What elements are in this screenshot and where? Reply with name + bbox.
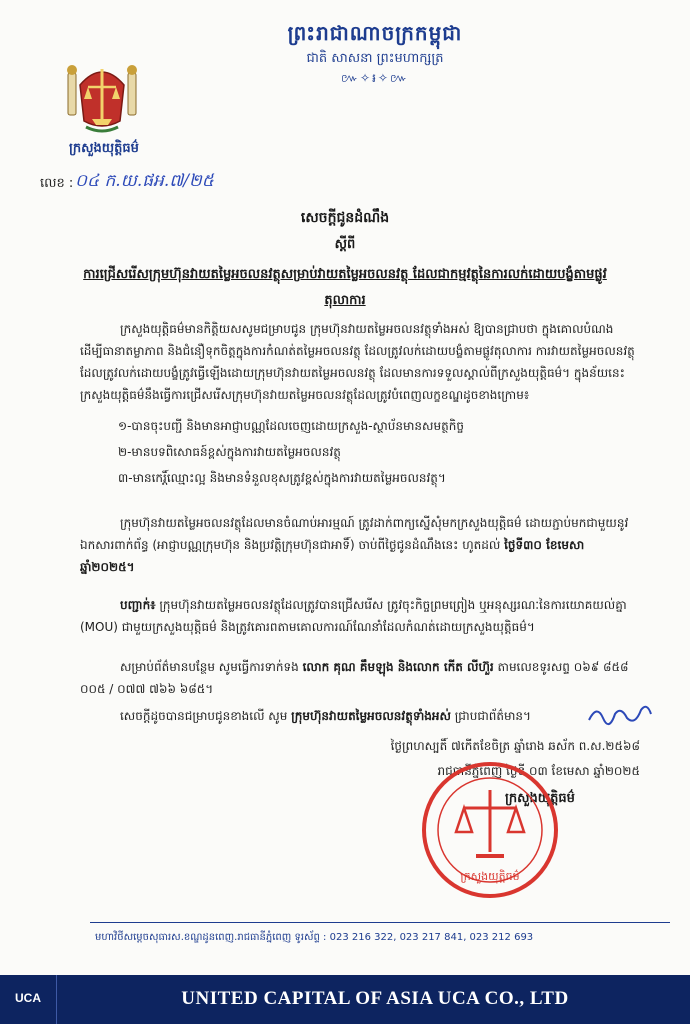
reference-number: ០៤ ក.យ.ផអ.៧/២៥ <box>75 171 214 191</box>
list-item: ២-មានបទពិសោធន៍ខ្ពស់ក្នុងការវាយតម្លៃអចលនវត្ថុ <box>118 445 341 459</box>
signatory-ministry: ក្រសួងយុត្តិធម៌ <box>505 791 575 806</box>
notice-title: សេចក្តីជូនដំណឹង <box>300 210 390 226</box>
contact-intro: សម្រាប់ព័ត៌មានបន្ថែម សូមធ្វើការទាក់ទង <box>120 660 303 674</box>
national-motto: ជាតិ សាសនា ព្រះមហាក្សត្រ <box>306 51 444 66</box>
application-deadline: ថ្ងៃទី៣០ ខែមេសា ឆ្នាំ២០២៥។ <box>80 538 585 574</box>
closing-recipients: ក្រុមហ៊ុនវាយតម្លៃអចលនវត្ថុទាំងអស់ <box>291 709 451 723</box>
paragraph-application <box>80 512 635 578</box>
company-banner <box>0 975 690 1024</box>
closing-intro: សេចក្តីដូចបានជម្រាបជូនខាងលើ សូម <box>120 709 292 723</box>
ministry-name: ក្រសួងយុត្តិធម៌ <box>69 141 139 156</box>
seal-text: ក្រសួងយុត្តិធម៌ <box>460 870 520 883</box>
official-seal-icon <box>420 760 560 900</box>
contact-persons: លោក គុណ គឹមឡុង និងលោក កើត លីហ៊ួរ <box>302 660 494 674</box>
reference-label: លេខ : <box>40 176 74 191</box>
logo-text: UCA <box>15 991 41 1005</box>
contact-phone: តាមលេខទូរសព្ទ ០៦៩ ៨៥៨ ០០៥ / ០៧៧ ៧៦៦ ៦៨៥។ <box>80 660 629 696</box>
company-name: UNITED CAPITAL OF ASIA UCA CO., LTD <box>181 988 569 1009</box>
paragraph-closing <box>80 705 635 727</box>
footer-divider <box>90 922 670 923</box>
closing-end: ជ្រាបជាព័ត៌មាន។ <box>450 709 531 723</box>
notice-subject-label: ស្តីពី <box>334 237 356 252</box>
conditions-list <box>118 415 618 493</box>
lunar-date: ថ្ងៃព្រហស្បតិ៍ ៧កើតខែចិត្រ ឆ្នាំរោង ឆស័ក ព.ស.២៥៦៨ <box>390 739 640 753</box>
note-label: បញ្ជាក់៖ <box>120 598 156 612</box>
kingdom-heading: ព្រះរាជាណាចក្រកម្ពុជា <box>287 21 463 45</box>
notice-subject: ការជ្រើសរើសក្រុមហ៊ុនវាយតម្លៃអចលនវត្ថុសម្រាប់វាយតម្លៃអចលនវត្ថុ ដែលជាកម្មវត្ថុនៃការលក់ដោយបង្ខំតាមផ្លូវតុលាការ <box>83 267 607 308</box>
ministry-emblem-icon <box>62 55 142 135</box>
list-item: ១-បានចុះបញ្ជី និងមានអាជ្ញាបណ្ណដែលចេញដោយក្រសួង-ស្ថាប័នមានសមត្ថកិច្ច <box>118 419 464 433</box>
paragraph-contact <box>80 656 635 700</box>
footer-address: មហាវិថីសម្តេចសុធារស.ខណ្ឌដូនពេញ.រាជធានីភ្នំពេញ ទូរស័ព្ទ : 023 216 322, 023 217 841, 023 212 693 <box>95 932 534 943</box>
solar-date: រាជធានីភ្នំពេញ ថ្ងៃទី ០៣ ខែមេសា ឆ្នាំ២០២៥ <box>437 764 640 778</box>
header-ornament: ៚✧៛✧៚ <box>341 71 409 85</box>
uca-logo-icon <box>0 975 57 1024</box>
application-text: ក្រុមហ៊ុនវាយតម្លៃអចលនវត្ថុដែលមានចំណាប់អារម្មណ៍ ត្រូវដាក់ពាក្យស្នើសុំមកក្រសួងយុត្តិធម៌ ដោយភ្ជាប់មកជាមួយនូវឯកសារពាក់ព័ន្ធ (អាជ្ញាបណ្ណក្រុមហ៊ុន និងប្រវត្តិក្រុមហ៊ុនជាអាទិ៍) ចាប់ពីថ្ងៃជូនដំណឹងនេះ ហូតដល់ <box>80 516 629 552</box>
paragraph-note <box>80 594 635 638</box>
list-item: ៣-មានកេរ្តិ៍ឈ្មោះល្អ និងមានទំនួលខុសត្រូវខ្ពស់ក្នុងការវាយតម្លៃអចលនវត្ថុ។ <box>118 471 446 485</box>
paragraph-intro: ក្រសួងយុត្តិធម៌មានកិត្តិយសសូមជម្រាបជូន ក្រុមហ៊ុនវាយតម្លៃអចលនវត្ថុទាំងអស់ ឱ្យបានជ្រាបថា ក្នុងគោលបំណងដើម្បីធានាតម្លាភាព និងជំនឿទុកចិត្តក្នុងការកំណត់តម្លៃអចលនវត្ថុ ដែលត្រូវលក់ដោយបង្ខំតាមផ្លូវតុលាការ ការវាយតម្លៃអចលនវត្ថុដែលត្រូវលក់ដោយបង្ខំត្រូវធ្វើឡើងដោយក្រុមហ៊ុនវាយតម្លៃអចលនវត្ថុ ដែលមានការទទួលស្គាល់ពីក្រសួងយុត្តិធម៌។ ក្នុងន័យនេះ ក្រសួងយុត្តិធម៌នឹងធ្វើការជ្រើសរើសក្រុមហ៊ុនវាយតម្លៃអចលនវត្ថុដែលត្រូវបំពេញលក្ខខណ្ឌដូចខាងក្រោម៖ <box>80 322 635 402</box>
note-text: ក្រុមហ៊ុនវាយតម្លៃអចលនវត្ថុដែលត្រូវបានជ្រើសរើស ត្រូវចុះកិច្ចព្រមព្រៀង ឬអនុស្សរណៈនៃការយោគយល់គ្នា (MOU) ជាមួយក្រសួងយុត្តិធម៌ និងត្រូវគោរពតាមគោលការណ៍ណែនាំដែលកំណត់ដោយក្រសួងយុត្តិធម៌។ <box>80 598 627 634</box>
signature-icon <box>585 700 655 730</box>
